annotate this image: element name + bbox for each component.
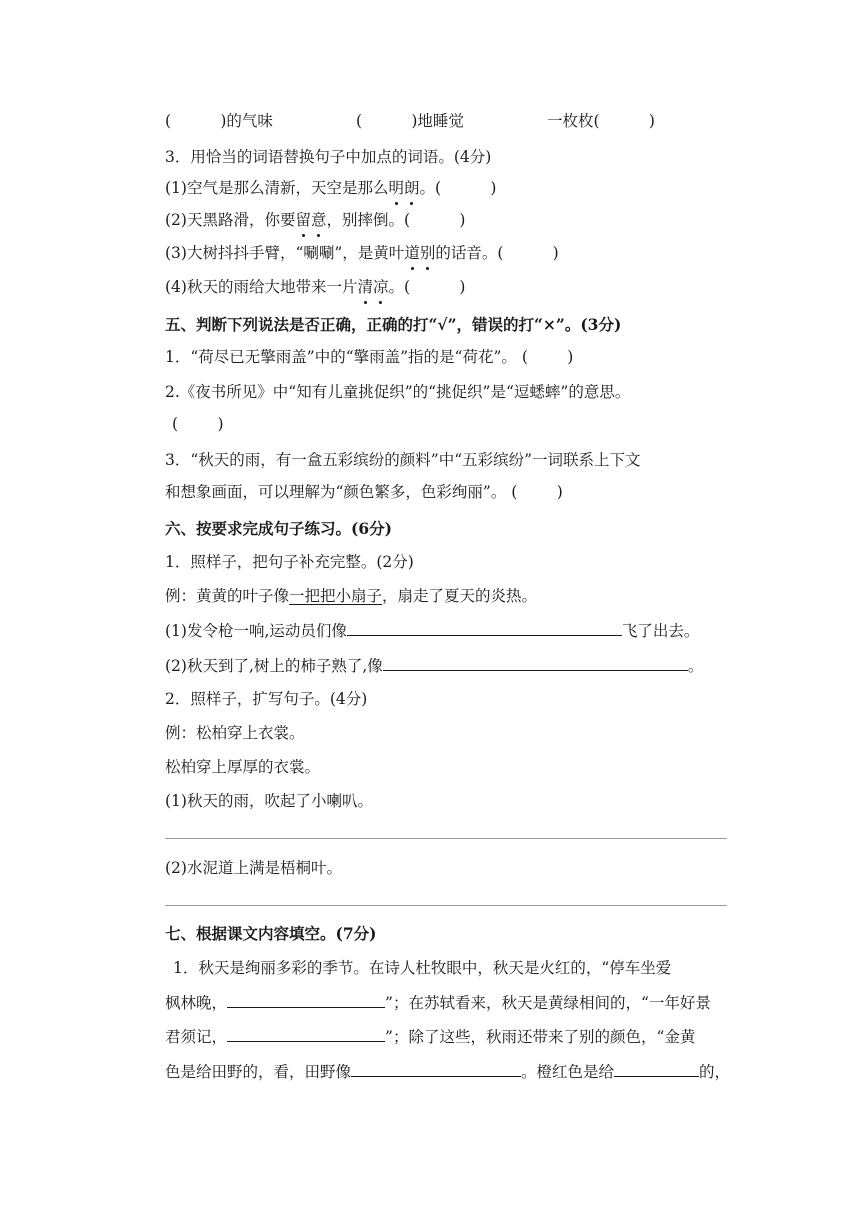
s7-line-4: 色是给田野的，看，田野像 。橙红色是给 的， (165, 1060, 730, 1083)
judge-item-2-paren: ( ) (172, 415, 224, 433)
s6-expand-1: (1)秋天的雨，吹起了小喇叭。 (165, 792, 373, 810)
judge-item-3: 3．“秋天的雨，有一盒五彩缤纷的颜料”中“五彩缤纷”一词联系上下文 (165, 451, 641, 469)
s6-example-1: 例：黄黄的叶子像一把把小扇子，扇走了夏天的炎热。 (165, 587, 538, 605)
q3-item-2: (2)天黑路滑，你要留意，别摔倒。( ) (165, 211, 466, 229)
answer-line-2[interactable] (165, 905, 727, 906)
judge-item-2: 2.《夜书所见》中“知有儿童挑促织”的“挑促织”是“逗蟋蟀”的意思。 (165, 383, 631, 401)
s6-example-2b: 松柏穿上厚厚的衣裳。 (165, 758, 321, 776)
s6-fill-1: (1)发令枪一响,运动员们像 飞了出去。 (165, 619, 699, 642)
q3-item-3: (3)大树抖抖手臂，“唰唰”，是黄叶道别的话音。( ) (165, 244, 559, 262)
s7-line-2: 枫林晚， ”；在苏轼看来，秋天是黄绿相间的，“一年好景 (165, 991, 711, 1014)
judge-item-1: 1．“荷尽已无擎雨盖”中的“擎雨盖”指的是“荷花”。 ( ) (165, 348, 574, 366)
blank-sleep: ( )地睡觉 (356, 112, 464, 130)
blank-smell: ( )的气味 (165, 112, 273, 130)
s6-q2: 2．照样子，扩写句子。(4分) (165, 690, 368, 708)
section-6-title: 六、按要求完成句子练习。(6分) (165, 519, 392, 538)
q3-title: 3．用恰当的词语替换句子中加点的词语。(4分) (165, 148, 492, 166)
judge-item-3-cont: 和想象画面，可以理解为“颜色繁多，色彩绚丽”。 ( ) (165, 483, 563, 501)
s6-example-2a: 例：松柏穿上衣裳。 (165, 724, 305, 742)
s6-fill-2: (2)秋天到了,树上的柿子熟了,像 。 (165, 654, 703, 677)
answer-line-1[interactable] (165, 838, 727, 839)
blank-each: 一枚枚( ) (547, 112, 655, 130)
s7-line-1: 1．秋天是绚丽多彩的季节。在诗人杜牧眼中，秋天是火红的，“停车坐爱 (173, 959, 672, 977)
s6-expand-2: (2)水泥道上满是梧桐叶。 (165, 859, 342, 877)
s7-line-3: 君须记， ”；除了这些，秋雨还带来了别的颜色，“金黄 (165, 1025, 695, 1048)
section-7-title: 七、根据课文内容填空。(7分) (165, 924, 377, 943)
s6-q1: 1．照样子，把句子补充完整。(2分) (165, 553, 414, 571)
q3-item-1: (1)空气是那么清新，天空是那么明朗。( ) (165, 179, 497, 197)
section-5-title: 五、判断下列说法是否正确，正确的打“√”，错误的打“×”。(3分) (165, 315, 622, 334)
q3-item-4: (4)秋天的雨给大地带来一片清凉。( ) (165, 278, 466, 296)
